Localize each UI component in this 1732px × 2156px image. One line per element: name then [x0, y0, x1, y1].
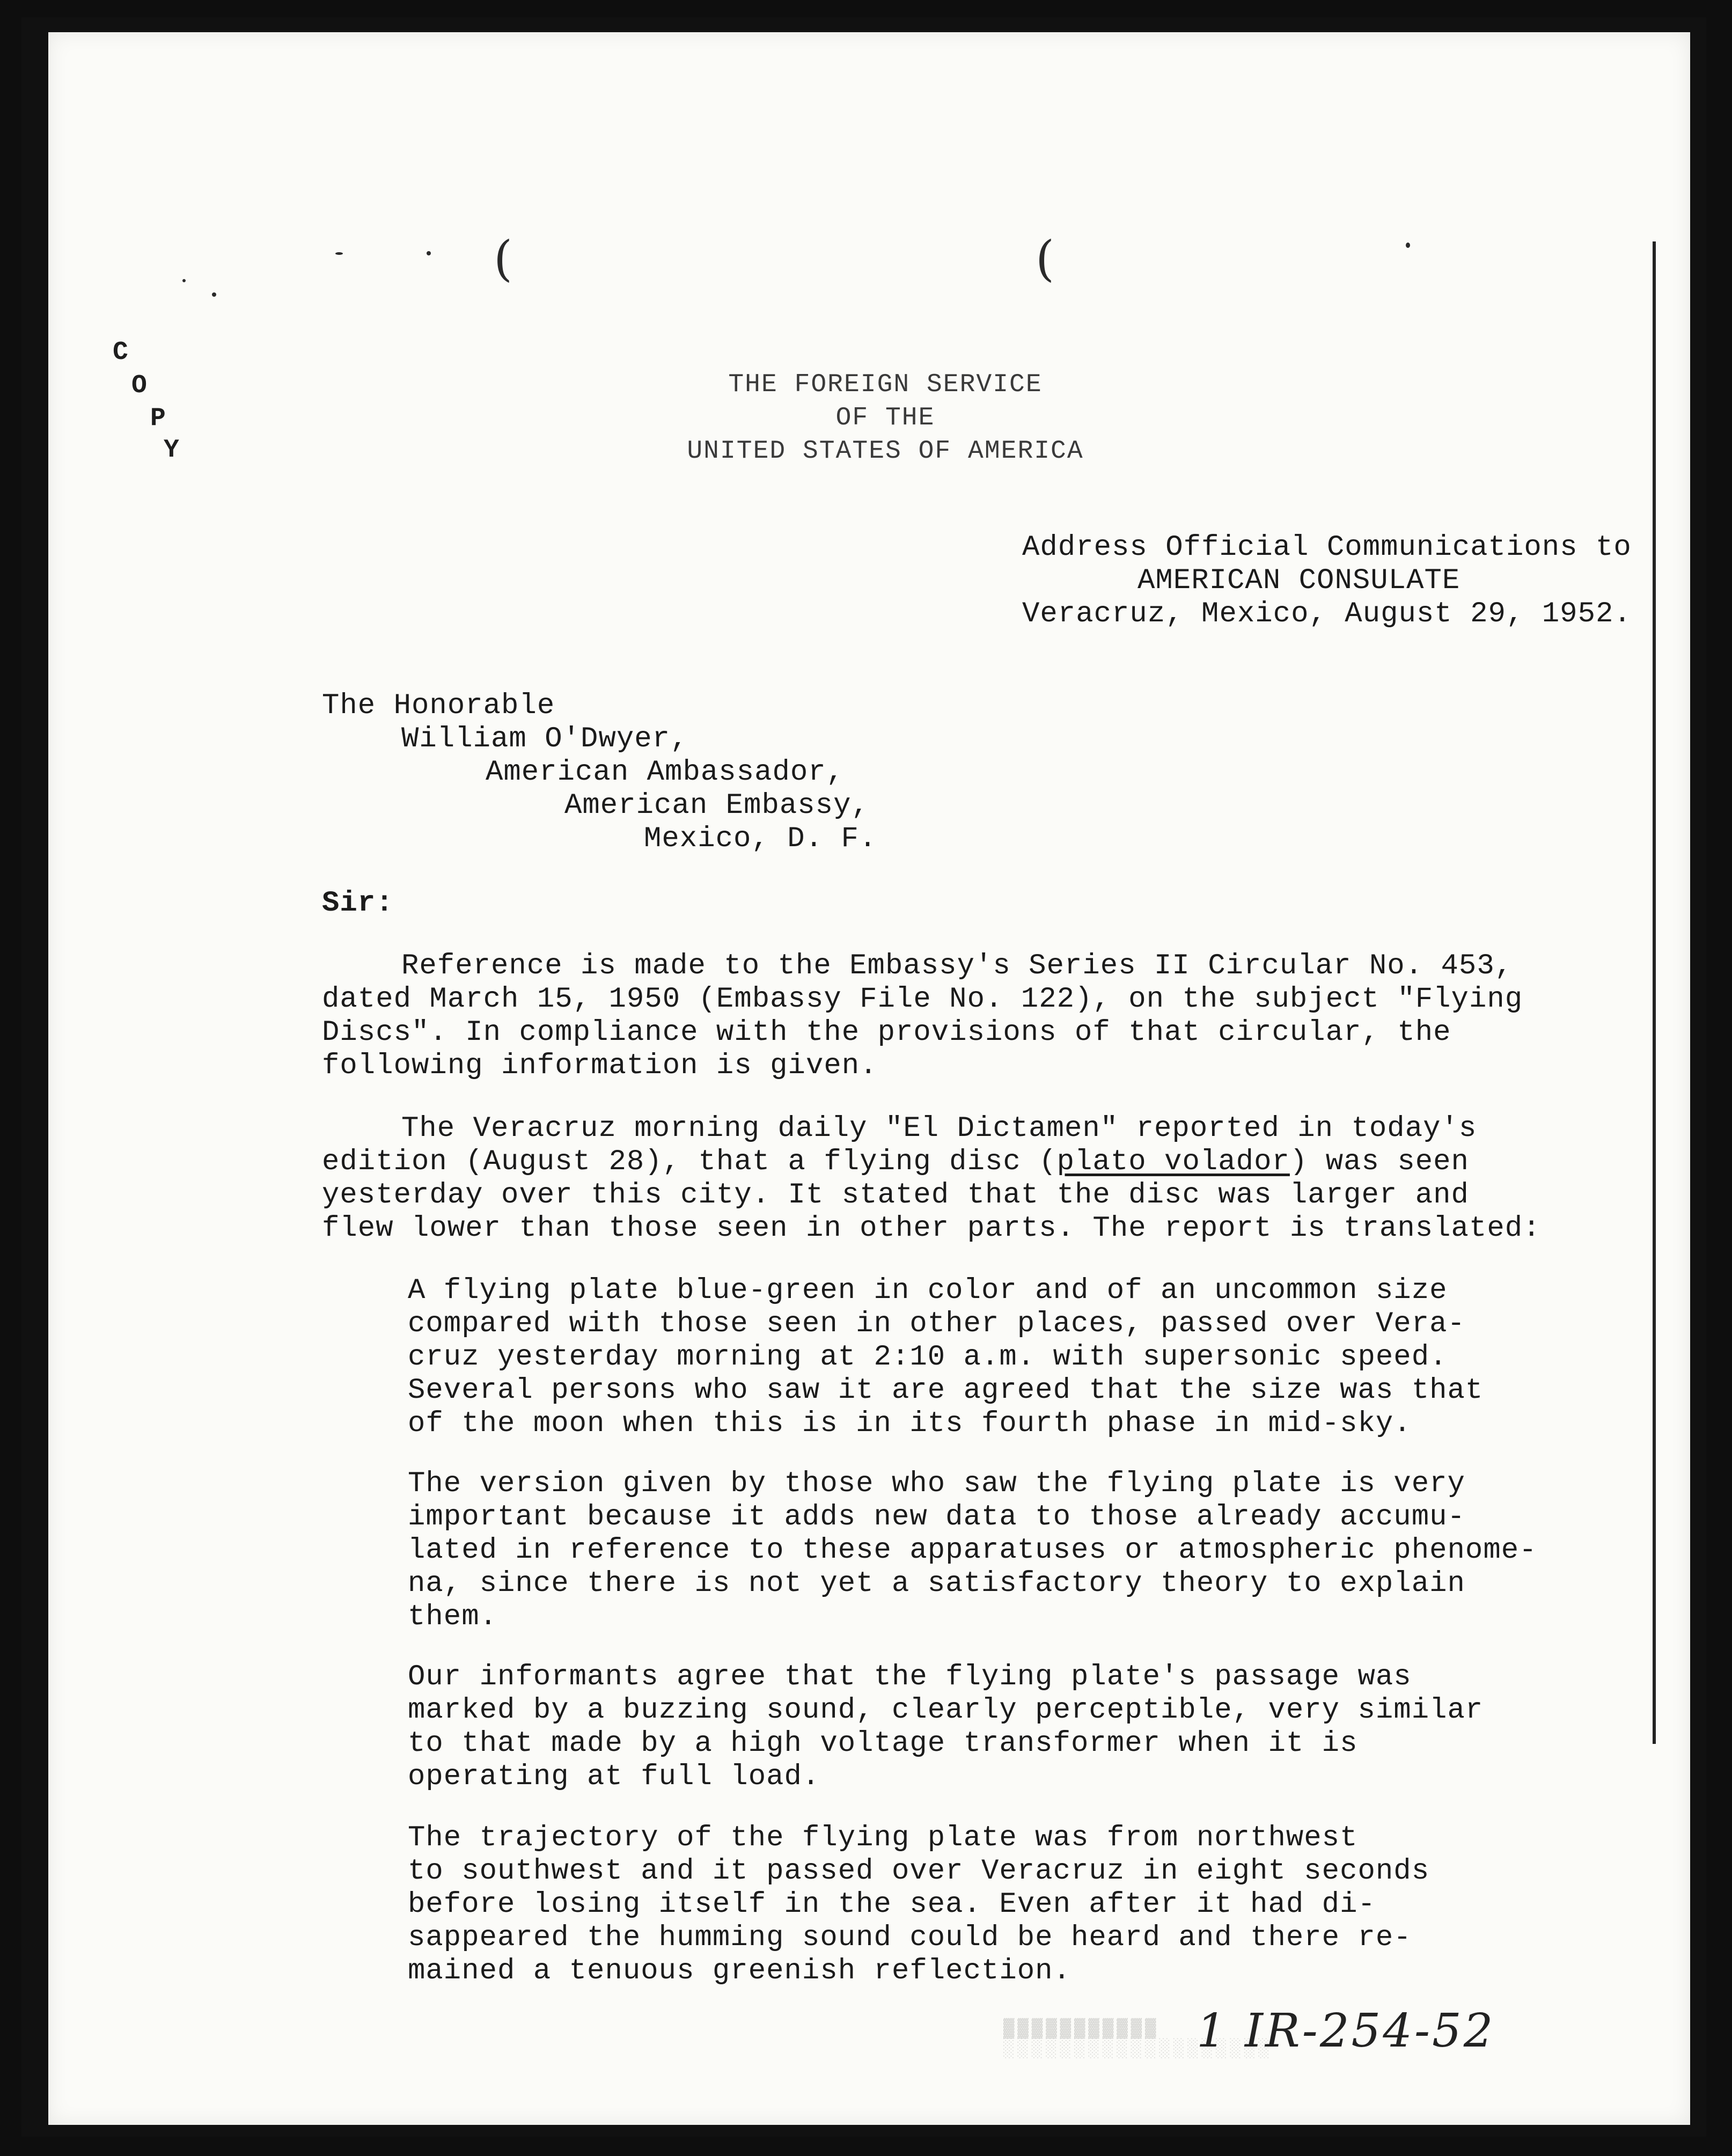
quote-line: Several persons who saw it are agreed that the size was that	[408, 1374, 1484, 1407]
quote-line: operating at full load.	[408, 1761, 820, 1793]
copy-mark-p: P	[150, 404, 166, 433]
paragraph-line-part: edition (August 28), that a flying disc (	[322, 1146, 1057, 1178]
recipient-block	[322, 690, 877, 856]
paragraph-line: The Veracruz morning daily "El Dictamen" reported in today's	[401, 1112, 1477, 1145]
copy-mark-c: C	[113, 338, 128, 367]
paragraph-line: following information is given.	[322, 1050, 878, 1082]
quote-line: of the moon when this is in its fourth phase in mid-sky.	[408, 1407, 1412, 1440]
punch-mark-right: (	[1036, 231, 1055, 287]
underlined-term: plato volador	[1056, 1146, 1290, 1178]
quote-line: to that made by a high voltage transformer when it is	[408, 1727, 1358, 1760]
address-date-line: Veracruz, Mexico, August 29, 1952.	[1022, 598, 1632, 630]
address-line-2: AMERICAN CONSULATE	[1137, 564, 1461, 597]
quote-line: mained a tenuous greenish reflection.	[408, 1955, 1071, 1988]
paragraph-report	[322, 1112, 1541, 1245]
quoted-report-3	[408, 1661, 1535, 1794]
quoted-report-2	[408, 1468, 1535, 1634]
address-line-1: Address Official Communications to	[1022, 531, 1632, 564]
letterhead-line-3: UNITED STATES OF AMERICA	[687, 437, 1084, 466]
quote-line: them.	[408, 1601, 498, 1633]
quote-line: A flying plate blue-green in color and of an uncommon size	[408, 1274, 1448, 1307]
punch-mark-left: (	[494, 231, 513, 287]
paragraph-line: flew lower than those seen in other parts. The report is translated:	[322, 1212, 1541, 1245]
quote-line: lated in reference to these apparatuses or atmospheric phenome-	[408, 1534, 1537, 1567]
quoted-report-1	[408, 1274, 1535, 1441]
paragraph-reference	[322, 950, 1524, 1083]
quote-line: The trajectory of the flying plate was from northwest	[408, 1822, 1358, 1854]
paragraph-line: Reference is made to the Embassy's Series II Circular No. 453,	[401, 950, 1513, 982]
handwritten-file-number: 1 IR-254-52	[1197, 2004, 1495, 2058]
paragraph-line: yesterday over this city. It stated that the disc was larger and	[322, 1179, 1469, 1212]
recipient-line-1: The Honorable	[322, 690, 555, 722]
stamp-smudge: ░░░░░░░░░░░░░░░░░░░	[1003, 2039, 1273, 2059]
letterhead-line-2: OF THE	[835, 404, 935, 432]
speck	[335, 252, 343, 255]
quote-line: cruz yesterday morning at 2:10 a.m. with supersonic speed.	[408, 1341, 1448, 1374]
speck	[1406, 243, 1410, 248]
recipient-line-3: American Ambassador,	[486, 756, 845, 789]
quote-line: Our informants agree that the flying plate's passage was	[408, 1661, 1412, 1693]
copy-mark-o: O	[131, 371, 147, 400]
recipient-line-5: Mexico, D. F.	[644, 823, 877, 855]
quote-line: important because it adds new data to those already accumu-	[408, 1501, 1465, 1534]
quote-line: compared with those seen in other places, passed over Vera-	[408, 1308, 1465, 1340]
paragraph-line: Discs". In compliance with the provisions of that circular, the	[322, 1016, 1451, 1049]
quote-line: marked by a buzzing sound, clearly perceptible, very similar	[408, 1694, 1484, 1727]
stamp-smudge: ▓▓▓▓▓▓▓▓▓▓▓	[1003, 2019, 1159, 2039]
page-edge-shadow	[1653, 241, 1656, 1744]
quoted-report-4	[408, 1822, 1535, 1988]
letterhead-line-1: THE FOREIGN SERVICE	[728, 370, 1043, 399]
quote-line: The version given by those who saw the flying plate is very	[408, 1468, 1465, 1500]
copy-mark-y: Y	[164, 436, 179, 465]
speck	[212, 292, 216, 297]
quote-line: na, since there is not yet a satisfactory theory to explain	[408, 1567, 1465, 1600]
quote-line: sappeared the humming sound could be heard and there re-	[408, 1922, 1412, 1954]
paragraph-line: dated March 15, 1950 (Embassy File No. 122), on the subject "Flying	[322, 983, 1523, 1016]
quote-line: before losing itself in the sea. Even after it had di-	[408, 1888, 1376, 1921]
quote-line: to southwest and it passed over Veracruz in eight seconds	[408, 1855, 1430, 1888]
paragraph-line	[322, 1146, 1524, 1179]
recipient-line-4: American Embassy,	[564, 789, 869, 822]
speck	[427, 251, 431, 255]
paragraph-line-part: ) was seen	[1289, 1146, 1469, 1178]
letterhead	[537, 368, 1234, 468]
address-block	[1022, 531, 1632, 631]
recipient-line-2: William O'Dwyer,	[401, 723, 688, 756]
speck	[182, 279, 186, 282]
salutation: Sir:	[322, 887, 394, 920]
